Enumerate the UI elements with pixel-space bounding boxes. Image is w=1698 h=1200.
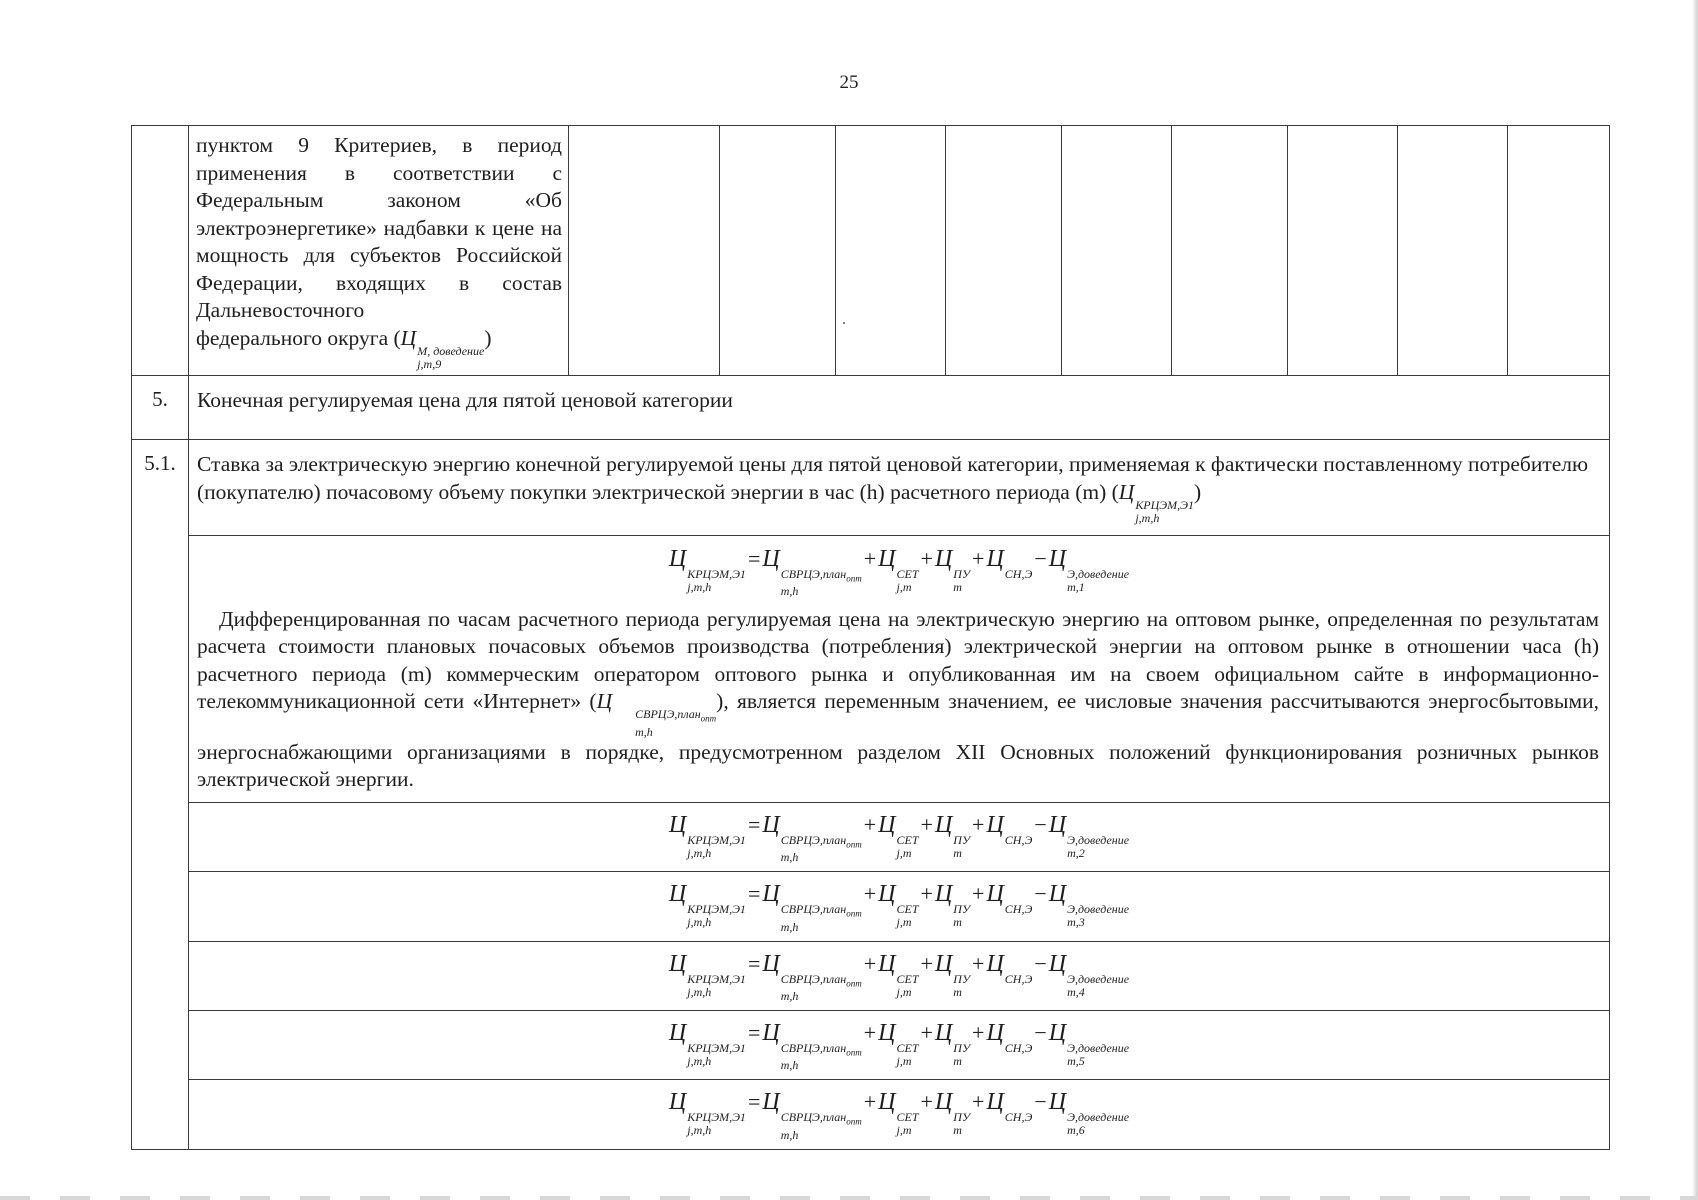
table-row-formula-3	[132, 872, 1610, 941]
formula-superscript-subscript: опт	[846, 839, 862, 850]
formula-subscript: m	[953, 845, 962, 860]
formula-symbol: Ц	[986, 545, 1004, 572]
formula-superscript: СВРЦЭ,план$_{опт}$	[780, 902, 862, 919]
formula-superscript: КРЦЭМ,Э1	[687, 1040, 746, 1055]
formula-symbol: Ц	[668, 811, 687, 838]
formula-subscript: m,6	[1067, 1123, 1085, 1138]
continued-text-cell	[189, 126, 569, 376]
formula-operator: +	[863, 545, 877, 571]
formula-operator: +	[972, 811, 985, 837]
formula-symbol: Ц	[934, 881, 953, 908]
formula-subscript	[1005, 1055, 1033, 1068]
formula-operator: =	[747, 881, 761, 907]
formula-superscript: СН,Э	[1004, 566, 1033, 581]
formula-symbol: Ц	[1048, 811, 1067, 838]
price-table	[131, 125, 1610, 1150]
formula-superscript: СН,Э	[1004, 971, 1033, 986]
formula-superscript: СН,Э	[1004, 1110, 1033, 1125]
formula-symbol: Ц	[762, 545, 780, 572]
formula-operator: =	[747, 1089, 761, 1115]
empty-cell	[1172, 126, 1288, 376]
table-row-formula-1	[132, 535, 1610, 802]
formula-indices	[1005, 834, 1033, 860]
formula-superscript: ПУ	[953, 1040, 971, 1055]
formula-subscript	[1005, 1124, 1033, 1137]
formula-term	[934, 1019, 971, 1068]
formula-symbol: Ц	[878, 950, 896, 977]
formula-superscript: СЕТ	[896, 971, 919, 986]
continued-line: пунктом 9 Критериев, в период	[196, 133, 562, 157]
formula-cell	[189, 941, 1610, 1010]
formula-symbol: Ц	[668, 545, 687, 572]
formula-indices	[1005, 1111, 1033, 1137]
formula	[669, 951, 1129, 1003]
formula-symbol: Ц	[934, 811, 953, 838]
formula-term	[1048, 1089, 1130, 1138]
formula-operator: +	[863, 950, 877, 976]
row-number: 5.1.	[132, 440, 189, 1150]
formula-operator: +	[972, 950, 985, 976]
table-row-5-1	[132, 440, 1610, 536]
formula-superscript: Э,доведение	[1067, 832, 1130, 847]
formula-term	[1048, 950, 1130, 999]
formula-superscript: ПУ	[953, 902, 971, 917]
empty-cell	[946, 126, 1062, 376]
empty-cell	[1508, 126, 1610, 376]
formula-superscript-subscript: опт	[846, 572, 862, 583]
formula-term	[878, 881, 919, 930]
formula-indices	[781, 903, 862, 933]
formula-superscript: КРЦЭМ,Э1	[687, 971, 746, 986]
formula-term	[762, 1089, 862, 1142]
formula-superscript: СВРЦЭ,план$_{опт}$	[780, 566, 862, 583]
continued-line: электроэнергетике» надбавки к	[196, 215, 486, 240]
formula-symbol: Ц	[986, 811, 1004, 838]
formula-subscript: m	[953, 915, 962, 930]
formula-superscript: ПУ	[953, 1110, 971, 1125]
formula-term	[878, 950, 919, 999]
formula-subscript: m,h	[780, 850, 799, 865]
formula-superscript: СЕТ	[896, 1110, 919, 1125]
formula-symbol: Ц	[1048, 881, 1067, 908]
formula-subscript	[1005, 581, 1033, 594]
formula-superscript: ПУ	[953, 971, 971, 986]
formula-operator: =	[747, 950, 761, 976]
empty-cell	[1062, 126, 1172, 376]
formula-indices	[953, 568, 970, 594]
formula-subscript: m	[953, 1053, 962, 1068]
formula-superscript: СЕТ	[896, 566, 919, 581]
continued-line: в состав Дальневосточного	[196, 270, 563, 322]
scan-speck	[843, 322, 845, 324]
formula-term	[668, 950, 746, 999]
formula-symbol: Ц	[1048, 950, 1067, 977]
formula-superscript: СН,Э	[1004, 832, 1033, 847]
formula-subscript: j,m	[896, 845, 912, 860]
formula-symbol: Ц	[934, 950, 953, 977]
formula-cell	[189, 1080, 1610, 1149]
formula-superscript: КРЦЭМ,Э1	[687, 1110, 746, 1125]
formula-subscript: j,m	[896, 915, 912, 930]
formula-cell	[189, 802, 1610, 871]
formula-superscript: СВРЦЭ,план$_{опт}$	[780, 1040, 862, 1058]
formula-indices	[781, 834, 862, 864]
formula-indices	[1067, 1042, 1129, 1068]
formula-symbol: Ц	[934, 1019, 953, 1046]
formula-subscript: m	[953, 579, 962, 594]
formula-operator: +	[972, 1089, 985, 1115]
formula-indices	[953, 1111, 970, 1137]
empty-cell	[720, 126, 836, 376]
formula-operator: =	[747, 1019, 761, 1045]
formula-subscript: m,h	[780, 1058, 799, 1073]
table-row-continued	[132, 126, 1610, 376]
formula-subscript	[1005, 916, 1033, 929]
formula-symbol: Ц	[878, 811, 896, 838]
formula-indices	[1005, 973, 1033, 999]
formula-subscript: m,4	[1067, 984, 1085, 999]
formula-cell	[189, 535, 1610, 802]
formula-term	[668, 545, 746, 594]
formula-term	[1048, 545, 1130, 594]
formula-term	[762, 545, 862, 598]
formula-indices	[897, 903, 919, 929]
formula-operator: =	[747, 811, 761, 837]
formula-symbol: Ц	[986, 881, 1004, 908]
formula-superscript-subscript: опт	[846, 1047, 862, 1058]
table-row-formula-5	[132, 1010, 1610, 1079]
formula-superscript: КРЦЭМ,Э1	[687, 566, 746, 581]
continued-line: Российской Федерации, входящих	[196, 243, 563, 295]
svrce-symbol: Ц СВРЦЭ,план$_{опт}$ m,h	[596, 689, 717, 739]
formula-operator: −	[1034, 545, 1047, 571]
formula-term	[986, 545, 1033, 581]
formula-superscript: Э,доведение	[1067, 566, 1130, 581]
scan-bottom-artifact	[0, 1196, 1698, 1200]
formula-term	[668, 881, 746, 930]
formula-indices	[687, 1042, 746, 1068]
formula-indices	[781, 568, 862, 598]
formula-symbol: Ц	[878, 881, 896, 908]
formula-subscript: m,1	[1067, 579, 1085, 594]
formula-superscript: СН,Э	[1004, 902, 1033, 917]
formula-term	[878, 545, 919, 594]
formula-term	[1048, 881, 1130, 930]
formula-indices	[897, 1111, 919, 1137]
formula-symbol: Ц	[668, 1089, 687, 1116]
formula-symbol: Ц	[668, 881, 687, 908]
formula-indices	[687, 973, 746, 999]
formula-symbol: Ц	[878, 545, 896, 572]
formula-superscript: Э,доведение	[1067, 902, 1130, 917]
formula-subscript: m,h	[780, 1127, 799, 1142]
formula-operator: −	[1034, 1089, 1047, 1115]
formula-superscript: СВРЦЭ,план$_{опт}$	[780, 1110, 862, 1127]
formula-indices	[1005, 568, 1033, 594]
formula-indices	[1067, 1111, 1129, 1137]
formula-superscript: Э,доведение	[1067, 1040, 1130, 1055]
formula-symbol: Ц	[668, 1019, 687, 1046]
formula-operator: +	[863, 881, 877, 907]
formula-superscript: СВРЦЭ,план$_{опт}$	[780, 971, 862, 988]
formula	[669, 546, 1129, 598]
formula-term	[934, 811, 971, 860]
formula-term	[878, 1089, 919, 1138]
formula-symbol: Ц	[1048, 1089, 1067, 1116]
empty-cell	[569, 126, 720, 376]
formula	[669, 812, 1129, 864]
formula-indices	[1067, 568, 1129, 594]
formula-subscript: j,m	[896, 579, 912, 594]
formula-term	[762, 811, 862, 865]
formula-term	[762, 881, 862, 934]
formula-symbol: Ц	[986, 1019, 1004, 1046]
formula-subscript: j,m,h	[687, 845, 712, 860]
formula-operator: +	[920, 881, 933, 907]
formula-indices	[1067, 834, 1129, 860]
formula-indices	[897, 568, 919, 594]
formula-superscript: СВРЦЭ,план$_{опт}$	[780, 832, 862, 850]
formula-operator: +	[920, 545, 933, 571]
formula-symbol: Ц	[762, 881, 780, 908]
formula-subscript: m,h	[780, 988, 799, 1003]
formula-term	[878, 811, 919, 860]
formula-superscript-subscript: опт	[846, 1116, 862, 1127]
formula-symbol: Ц	[762, 950, 780, 977]
formula-subscript: j,m,h	[687, 984, 712, 999]
formula	[669, 1020, 1129, 1072]
formula-subscript: j,m,h	[687, 1053, 712, 1068]
formula-indices	[1067, 903, 1129, 929]
table-row-5	[132, 376, 1610, 440]
formula-superscript: СН,Э	[1004, 1040, 1033, 1055]
formula-subscript: m,3	[1067, 915, 1085, 930]
formula-indices	[687, 1111, 746, 1137]
formula-indices	[687, 834, 746, 860]
formula-indices	[781, 1042, 862, 1072]
formula-symbol: Ц	[878, 1019, 896, 1046]
formula-term	[762, 950, 862, 1003]
krcem-symbol: Ц КРЦЭМ,Э1 j,m,h	[1118, 479, 1194, 525]
empty-cell	[836, 126, 946, 376]
formula-subscript: m,h	[780, 919, 799, 934]
formula-superscript: СЕТ	[896, 1040, 919, 1055]
formula	[669, 881, 1129, 933]
formula-operator: −	[1034, 1019, 1047, 1045]
formula-term	[934, 1089, 971, 1138]
formula-indices	[953, 1042, 970, 1068]
formula-subscript: j,m	[896, 984, 912, 999]
formula-cell	[189, 872, 1610, 941]
formula-indices	[1005, 1042, 1033, 1068]
row-5-1-title: Ставка за электрическую энергию конечной регулируемой цены для пятой ценовой категории, применяемая к фактически поставленному потребителю (покупателю) почасовому объему покупки электрической энергии в час (h) расчетного периода (m) (Ц КРЦЭМ,Э1 j,m,h )	[189, 440, 1610, 536]
table-row-formula-4	[132, 941, 1610, 1010]
formula-subscript: j,m,h	[687, 579, 712, 594]
formula-symbol: Ц	[762, 1019, 780, 1046]
page-number: 25	[839, 72, 859, 93]
formula-operator: −	[1034, 950, 1047, 976]
formula-operator: =	[747, 545, 761, 571]
formula-term	[1048, 1019, 1130, 1068]
formula-indices	[687, 568, 746, 594]
formula-symbol: Ц	[986, 950, 1004, 977]
formula-subscript: j,m,h	[687, 1123, 712, 1138]
formula-symbol: Ц	[934, 1089, 953, 1116]
formula-symbol: Ц	[934, 545, 953, 572]
formula-superscript-subscript: опт	[846, 977, 862, 988]
description-paragraph: Дифференцированная по часам расчетного периода регулируемая цена на электрическую энергию на оптовом рынке, определенная по результатам расчета стоимости плановых почасовых объемов производства (потребления) электрической энергии на оптовом рынке в отношении часа (h) расчетного периода (m) коммерческим оператором оптового рынка и опубликованная им на своем официальном сайте в информационно-телекоммуникационной сети «Интернет» (Ц СВРЦЭ,план$_{опт}$ m,h ), является переменным значением, ее числовые значения рассчитываются энергосбытовыми, энергоснабжающими организациями в порядке, предусмотренном разделом XII Основных положений функционирования розничных рынков электрической энергии.	[197, 606, 1599, 792]
formula-cell	[189, 1010, 1610, 1079]
empty-cell	[1398, 126, 1508, 376]
formula-operator: +	[863, 1089, 877, 1115]
formula-superscript: СЕТ	[896, 832, 919, 847]
formula-term	[986, 1019, 1033, 1055]
table-row-formula-2	[132, 802, 1610, 871]
formula-indices	[1067, 973, 1129, 999]
formula-term	[668, 811, 746, 860]
formula-symbol: Ц	[762, 811, 780, 838]
empty-cell	[1288, 126, 1398, 376]
formula-operator: +	[920, 1089, 933, 1115]
formula-subscript: m	[953, 1123, 962, 1138]
formula-superscript: Э,доведение	[1067, 1110, 1130, 1125]
formula-operator: +	[920, 950, 933, 976]
formula-symbol: Ц	[1048, 545, 1067, 572]
formula-subscript: m	[953, 984, 962, 999]
formula-operator: +	[863, 1019, 877, 1045]
formula	[669, 1089, 1129, 1141]
formula-superscript: ПУ	[953, 566, 971, 581]
formula-operator: +	[920, 811, 933, 837]
formula-term	[986, 881, 1033, 917]
formula-operator: −	[1034, 811, 1047, 837]
formula-indices	[953, 973, 970, 999]
formula-operator: −	[1034, 881, 1047, 907]
formula-subscript: m,h	[780, 583, 799, 598]
formula-term	[1048, 811, 1130, 860]
formula-symbol: Ц	[1048, 1019, 1067, 1046]
formula-symbol: Ц	[986, 1089, 1004, 1116]
formula-operator: +	[972, 881, 985, 907]
formula-operator: +	[863, 811, 877, 837]
markup-symbol: Ц M, доведение j,m,9	[400, 325, 485, 371]
formula-indices	[953, 903, 970, 929]
formula-subscript: m,2	[1067, 845, 1085, 860]
formula-operator: +	[920, 1019, 933, 1045]
formula-symbol: Ц	[762, 1089, 780, 1116]
formula-indices	[897, 973, 919, 999]
formula-indices	[781, 1111, 862, 1141]
formula-subscript: j,m,h	[687, 915, 712, 930]
formula-subscript: j,m	[896, 1123, 912, 1138]
formula-superscript: Э,доведение	[1067, 971, 1130, 986]
formula-superscript: КРЦЭМ,Э1	[687, 902, 746, 917]
formula-subscript	[1005, 847, 1033, 860]
row-5-title: Конечная регулируемая цена для пятой ценовой категории	[189, 376, 1610, 440]
formula-superscript-subscript: опт	[846, 908, 862, 919]
formula-indices	[1005, 903, 1033, 929]
formula-term	[668, 1019, 746, 1068]
formula-indices	[687, 903, 746, 929]
formula-operator: +	[972, 545, 985, 571]
continued-line: Федеральным законом «Об	[196, 188, 562, 212]
row-number: 5.	[132, 376, 189, 440]
formula-symbol: Ц	[668, 950, 687, 977]
formula-superscript: КРЦЭМ,Э1	[687, 832, 746, 847]
formula-indices	[953, 834, 970, 860]
continued-line: цене на мощность для субъектов	[196, 215, 563, 267]
continued-last-line: федерального округа (Ц M, доведение j,m,9 )	[196, 325, 492, 371]
formula-indices	[897, 834, 919, 860]
formula-term	[878, 1019, 919, 1068]
formula-indices	[897, 1042, 919, 1068]
scan-edge	[1692, 0, 1698, 1200]
formula-term	[986, 1089, 1033, 1125]
formula-term	[762, 1019, 862, 1073]
formula-term	[934, 881, 971, 930]
table-row-formula-6	[132, 1080, 1610, 1149]
cell-number-empty	[132, 126, 189, 376]
formula-operator: +	[972, 1019, 985, 1045]
formula-subscript	[1005, 986, 1033, 999]
formula-term	[668, 1089, 746, 1138]
formula-term	[934, 545, 971, 594]
continued-line: применения в соответствии с	[196, 160, 562, 185]
formula-subscript: j,m	[896, 1053, 912, 1068]
formula-term	[986, 811, 1033, 847]
formula-term	[986, 950, 1033, 986]
formula-term	[934, 950, 971, 999]
formula-superscript: ПУ	[953, 832, 971, 847]
formula-symbol: Ц	[878, 1089, 896, 1116]
formula-superscript: СЕТ	[896, 902, 919, 917]
formula-indices	[781, 973, 862, 1003]
formula-subscript: m,5	[1067, 1053, 1085, 1068]
